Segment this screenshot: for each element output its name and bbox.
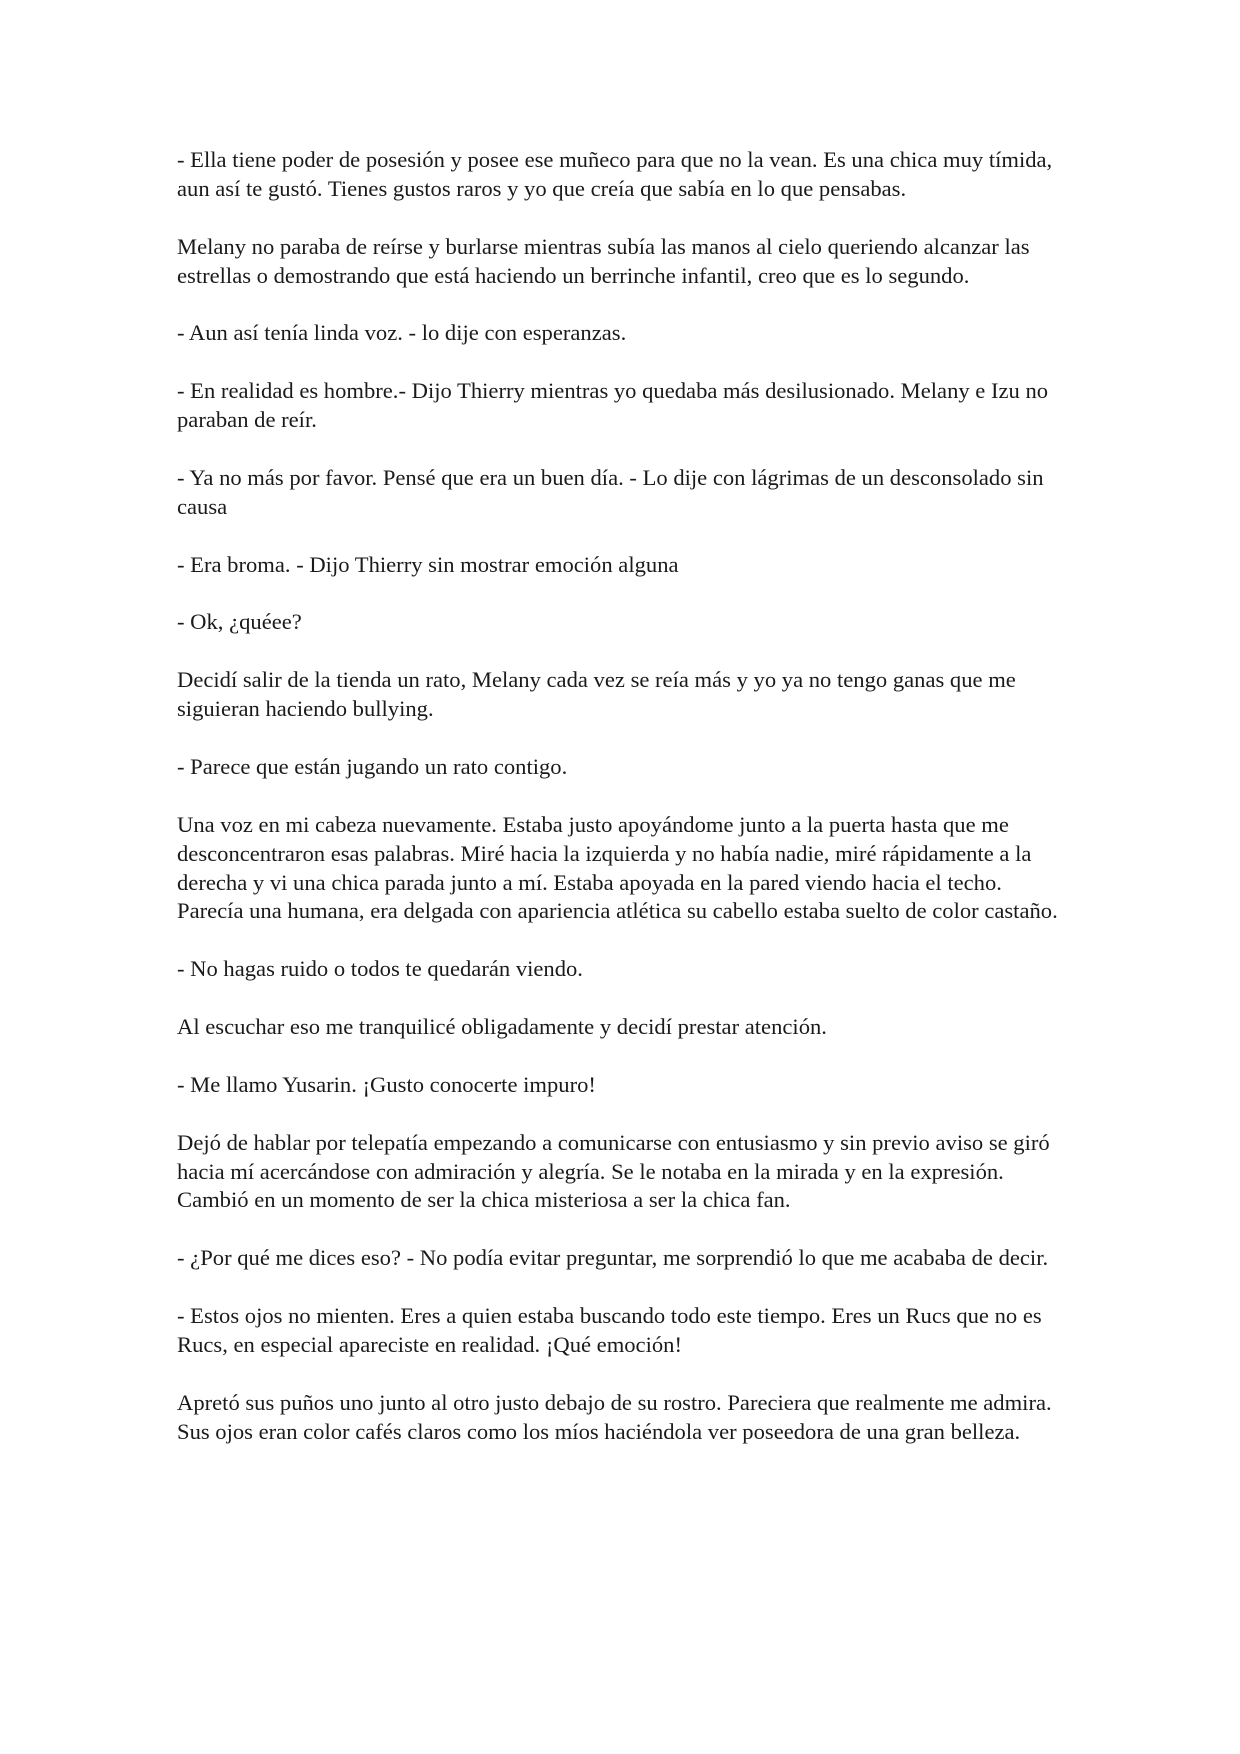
- paragraph: - Ya no más por favor. Pensé que era un buen día. - Lo dije con lágrimas de un desconsolado sin causa: [177, 464, 1044, 519]
- paragraph: Decidí salir de la tienda un rato, Melany cada vez se reía más y yo ya no tengo ganas que me siguieran haciendo bullying.: [177, 667, 1016, 722]
- paragraph: - Parece que están jugando un rato contigo.: [177, 753, 568, 779]
- paragraph: - Estos ojos no mienten. Eres a quien estaba buscando todo este tiempo. Eres un Rucs que no es Rucs, en especial apareciste en realidad. ¡Qué emoción!: [177, 1303, 1042, 1357]
- paragraph: - Ella tiene poder de posesión y posee ese muñeco para que no la vean. Es una chica muy tímida, aun así te gustó. Tienes gustos raros y yo que creía que sabía en lo que pensabas.: [177, 147, 1053, 201]
- paragraph: Dejó de hablar por telepatía empezando a comunicarse con entusiasmo y sin previo aviso se giró hacia mí acercándose con admiración y alegría. Se le notaba en la mirada y en la expresión. Cambió en un momento de ser la chica misteriosa a ser la chica fan.: [177, 1129, 1050, 1213]
- paragraph: - Me llamo Yusarin. ¡Gusto conocerte impuro!: [177, 1071, 596, 1097]
- paragraph: - Ok, ¿quéee?: [177, 609, 302, 635]
- paragraph: Melany no paraba de reírse y burlarse mientras subía las manos al cielo queriendo alcanzar las estrellas o demostrando que está haciendo un berrinche infantil, creo que es lo segundo.: [177, 233, 1030, 288]
- paragraph: - Aun así tenía linda voz. - lo dije con esperanzas.: [177, 320, 627, 346]
- paragraph: Apretó sus puños uno junto al otro justo debajo de su rostro. Pareciera que realmente me admira. Sus ojos eran color cafés claros como los míos haciéndola ver poseedora de una gran belleza.: [177, 1389, 1052, 1444]
- paragraph: - ¿Por qué me dices eso? - No podía evitar preguntar, me sorprendió lo que me acababa de decir.: [177, 1245, 1049, 1271]
- paragraph: - No hagas ruido o todos te quedarán viendo.: [177, 956, 583, 982]
- document-body: [177, 146, 1063, 1447]
- paragraph: - En realidad es hombre.- Dijo Thierry mientras yo quedaba más desilusionado. Melany e Izu no paraban de reír.: [177, 378, 1049, 433]
- paragraph: Al escuchar eso me tranquilicé obligadamente y decidí prestar atención.: [177, 1014, 827, 1040]
- paragraph: Una voz en mi cabeza nuevamente. Estaba justo apoyándome junto a la puerta hasta que me desconcentraron esas palabras. Miré hacia la izquierda y no había nadie, miré rápidamente a la derecha y vi una chica parada junto a mí. Estaba apoyada en la pared viendo hacia el techo. Parecía una humana, era delgada con apariencia atlética su cabello estaba suelto de color castaño.: [177, 811, 1058, 924]
- paragraph: - Era broma. - Dijo Thierry sin mostrar emoción alguna: [177, 551, 679, 577]
